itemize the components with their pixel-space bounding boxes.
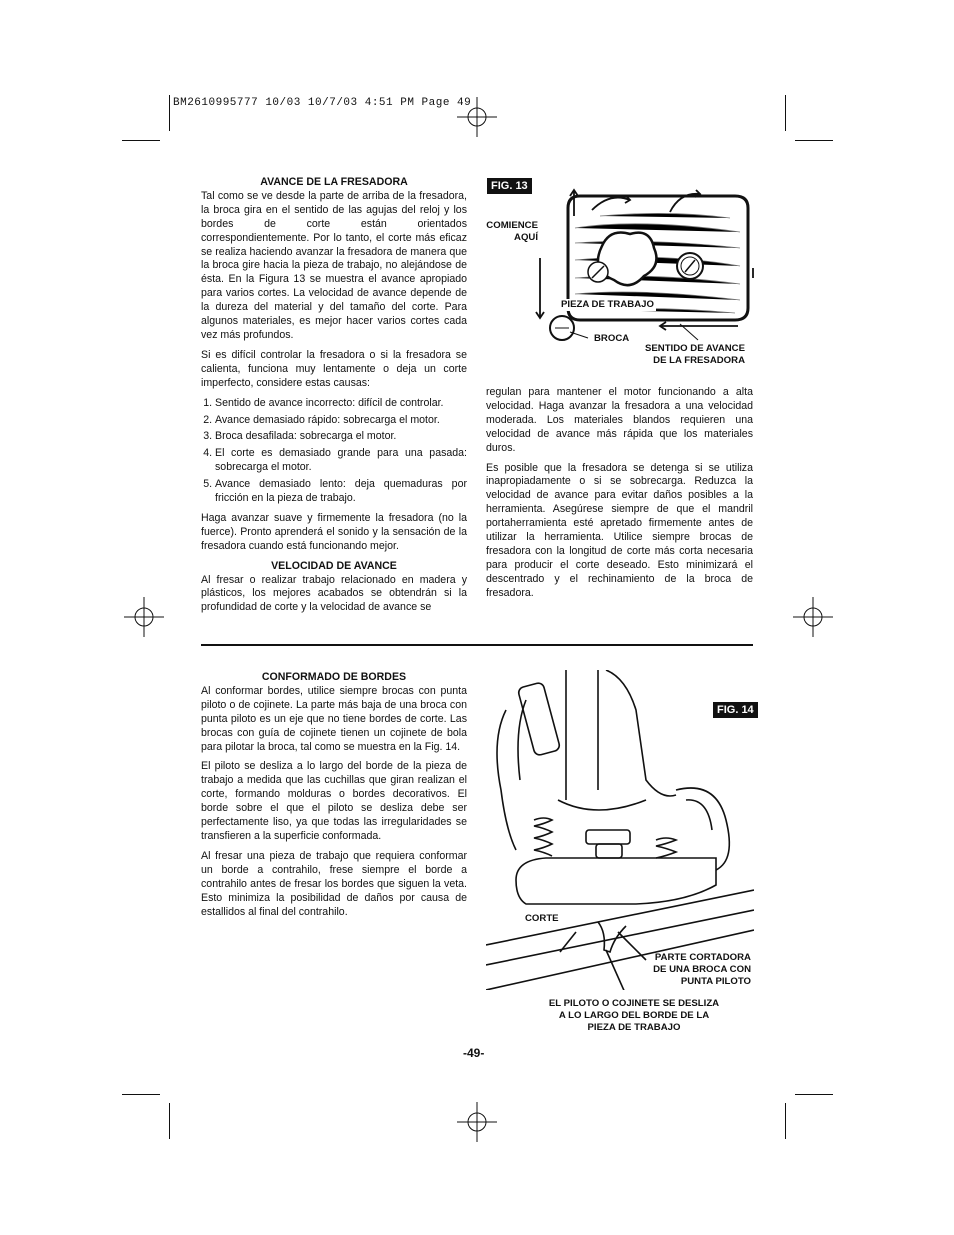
crop-mark [122, 140, 160, 141]
crop-mark [169, 95, 170, 131]
registration-mark-top [457, 97, 497, 137]
registration-mark-right [793, 597, 833, 637]
left-column-bottom [201, 671, 467, 925]
causes-list [201, 397, 467, 506]
section-heading-velocidad: VELOCIDAD DE AVANCE [271, 559, 397, 572]
list-item: 2. Avance demasiado rápido: sobrecarga el motor. [215, 414, 467, 428]
fig13-label: FIG. 13 [487, 178, 532, 194]
crop-mark [795, 140, 833, 141]
paragraph: Haga avanzar suave y firmemente la fresadora (no la fuerce). Pronto aprenderá el sonido y la sensación de la fresadora cuando está funcionando mejor. [201, 511, 467, 552]
paragraph: Al conformar bordes, utilice siempre brocas con punta piloto o de cojinete. La parte más baja de una broca con punta piloto es un eje que no tiene bordes de corte. Las brocas con guía de cojinete tienen un cojinete de bola para pilotar la broca, tal como se muestra en la Fig. 14. [201, 684, 467, 753]
left-column-top [201, 176, 467, 621]
fig14-callout-parte [651, 952, 751, 988]
paragraph: Al fresar una pieza de trabajo que requiera conformar un borde a contrahilo, frese siempre el borde a contrahilo antes de fresar los bordes que siguen la veta. Esto minimiza la posibilidad de daños por causa de estallidos al final del contrahilo. [201, 849, 467, 918]
callout-text: DE LA FRESADORA [653, 355, 745, 366]
callout-text: AQUÍ [514, 232, 538, 243]
callout-text: PIEZA DE TRABAJO [587, 1022, 681, 1033]
fig13-callout-pieza: PIEZA DE TRABAJO [561, 299, 654, 310]
crop-mark [122, 1094, 160, 1095]
fig14-callout-corte: CORTE [525, 913, 559, 924]
list-item: 3. Broca desafilada: sobrecarga el motor. [215, 430, 467, 444]
registration-mark-left [124, 597, 164, 637]
paragraph: El piloto se desliza a lo largo del borde de la pieza de trabajo a medida que las cuchillas que giran realizan el corte, formando molduras o bordes decorativos. El borde sobre el que el piloto se desliza debe ser perfectamente liso, ya que todas las irregularidades se transfieren a la superficie conformada. [201, 760, 467, 842]
callout-text: A LO LARGO DEL BORDE DE LA [558, 1010, 710, 1021]
section-heading-avance: AVANCE DE LA FRESADORA [260, 176, 408, 188]
fig14-callout-piloto [536, 998, 732, 1034]
callout-text: SENTIDO DE AVANCE [644, 343, 745, 354]
callout-text: PUNTA PILOTO [680, 976, 751, 987]
fig14-label: FIG. 14 [713, 702, 758, 718]
list-item: 1. Sentido de avance incorrecto: difícil de controlar. [215, 397, 467, 411]
section-divider [201, 644, 753, 646]
paragraph: Al fresar o realizar trabajo relacionado en madera y plásticos, los mejores acabados se obtendrán si la profundidad de corte y la velocidad de avance se [201, 573, 467, 614]
crop-mark [785, 95, 786, 131]
list-item: 4. El corte es demasiado grande para una pasada: sobrecarga el motor. [215, 447, 467, 475]
registration-mark-bottom [457, 1102, 497, 1142]
paragraph: Es posible que la fresadora se detenga si se utiliza inapropiadamente o si se sobrecarga. Reduzca la velocidad de avance para evitar daños posibles a la herramienta. Asegúrese siempre de que el mandril portaherramienta esté apretado firmemente antes de utilizar la herramienta. Utilice siempre brocas de fresadora con la longitud de corte más corta necesaria para producir el corte deseado. Esto minimizará el descentrado y el rechinamiento de la broca de fresadora. [486, 461, 753, 599]
right-column-top [486, 386, 753, 607]
print-slug: BM2610995777 10/03 10/7/03 4:51 PM Page 49 [173, 97, 472, 109]
crop-mark [795, 1094, 833, 1095]
crop-mark [169, 1103, 170, 1139]
fig13-callout-comience [486, 220, 538, 244]
section-heading-conformado: CONFORMADO DE BORDES [261, 671, 407, 683]
paragraph: Tal como se ve desde la parte de arriba de la fresadora, la broca gira en el sentido de las agujas del reloj y los bordes de corte están orientados correspondientemente. Por lo tanto, el corte más eficaz se realiza haciendo avanzar la fresadora de manera que la broca gire hacia la pieza de trabajo, no alejándose de ésta. En la Figura 13 se muestra el avance apropiado para varios cortes. La velocidad de avance depende de la dureza del material y del tamaño del corte. Para algunos materiales, es mejor hacer varios cortes cada vez más profundos. [201, 189, 467, 341]
callout-text: EL PILOTO O COJINETE SE DESLIZA [548, 998, 720, 1009]
callout-text: COMIENCE [486, 220, 538, 231]
paragraph: Si es difícil controlar la fresadora o si la fresadora se calienta, funciona muy lentamente o deja un corte imperfecto, considere estas causas: [201, 348, 467, 389]
list-item: 5. Avance demasiado lento: deja quemaduras por fricción en la pieza de trabajo. [215, 478, 467, 506]
callout-text: PARTE CORTADORA [654, 952, 751, 963]
callout-text: DE UNA BROCA CON [653, 964, 751, 975]
fig14-router-illustration [486, 670, 754, 990]
paragraph: regulan para mantener el motor funcionando a alta velocidad. Haga avanzar la fresadora a una velocidad moderada. Los materiales blandos requieren una velocidad de avance más rápida que los materiales duros. [486, 386, 753, 454]
page-number: -49- [463, 1046, 485, 1060]
fig13-diagram [530, 188, 760, 348]
fig13-callout-sentido [643, 343, 745, 367]
crop-mark [785, 1103, 786, 1139]
fig13-callout-broca: BROCA [594, 333, 630, 344]
